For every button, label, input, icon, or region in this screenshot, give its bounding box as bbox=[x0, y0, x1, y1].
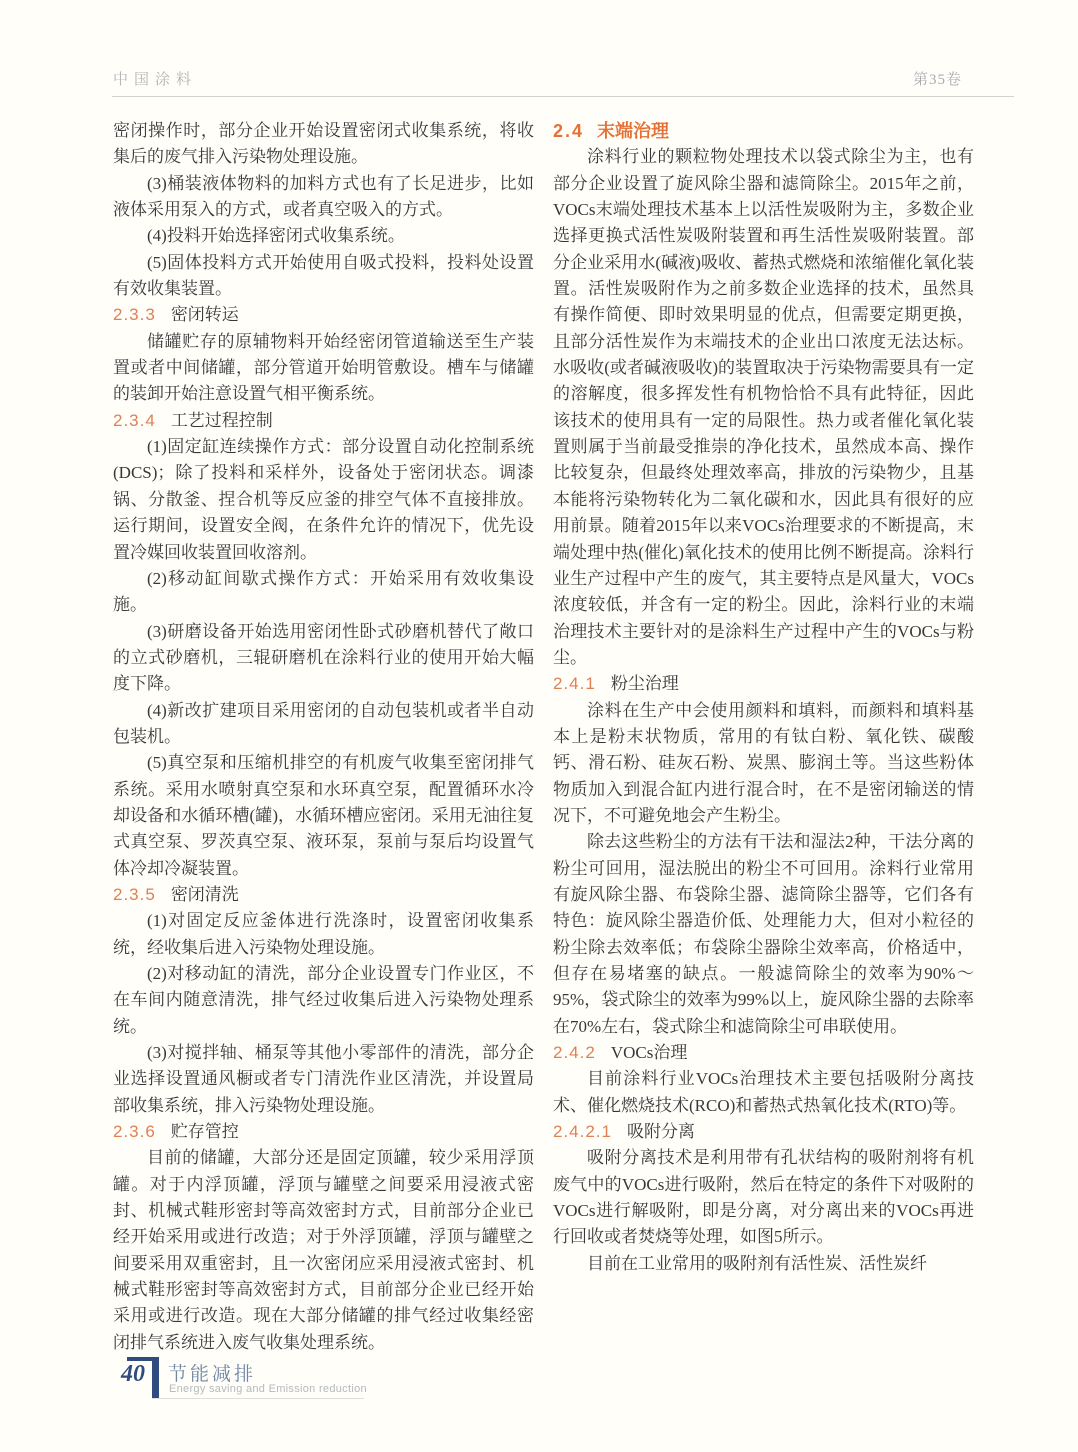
journal-name: 中国涂料 bbox=[113, 72, 198, 88]
paragraph: (1)对固定反应釜体进行洗涤时，设置密闭收集系统，经收集后进入污染物处理设施。 bbox=[113, 911, 534, 957]
section-number: 2.3.4 bbox=[113, 410, 156, 430]
paragraph: 储罐贮存的原辅物料开始经密闭管道输送至生产装置或者中间储罐，部分管道开始明管敷设。槽车与储罐的装卸开始注意设置气相平衡系统。 bbox=[113, 331, 534, 404]
section-number: 2.4 bbox=[553, 121, 585, 141]
paragraph: 吸附分离技术是利用带有孔状结构的吸附剂将有机废气中的VOCs进行吸附，然后在特定的条件下对吸附的VOCs进行解吸附，即是分离，对分离出来的VOCs再进行回收或者焚烧等处理，如图5所示。 bbox=[553, 1148, 974, 1247]
paragraph: (4)投料开始选择密闭式收集系统。 bbox=[147, 226, 405, 246]
left-column bbox=[113, 118, 534, 1356]
section-number: 2.3.5 bbox=[113, 884, 156, 904]
paragraph: (3)对搅拌轴、桶泵等其他小零部件的清洗，部分企业选择设置通风橱或者专门清洗作业区清洗，并设置局部收集系统，排入污染物处理设施。 bbox=[113, 1043, 534, 1115]
paragraph: (2)对移动缸的清洗，部分企业设置专门作业区，不在车间内随意清洗，排气经过收集后进入污染物处理系统。 bbox=[113, 964, 534, 1036]
paragraph: (1)固定缸连续操作方式：部分设置自动化控制系统(DCS)；除了投料和采样外，设备处于密闭状态。调漆锅、分散釜、捏合机等反应釜的排空气体不直接排放。运行期间，设置安全阀，在条件允许的情况下，优先设置冷媒回收装置回收溶剂。 bbox=[113, 437, 534, 562]
section-title: 工艺过程控制 bbox=[170, 410, 273, 430]
paragraph: 涂料在生产中会使用颜料和填料，而颜料和填料基本上是粉末状物质，常用的有钛白粉、氧化铁、碳酸钙、滑石粉、硅灰石粉、炭黑、膨润土等。当这些粉体物质加入到混合缸内进行混合时，在不是密闭输送的情况下，不可避免地会产生粉尘。 bbox=[553, 700, 974, 825]
section-heading-2-3-6 bbox=[113, 1119, 534, 1145]
footer-bracket-horizontal bbox=[127, 1357, 159, 1361]
paragraph: 密闭操作时，部分企业开始设置密闭式收集系统，将收集后的废气排入污染物处理设施。 bbox=[113, 121, 534, 167]
section-heading-2-4 bbox=[553, 118, 974, 144]
footer-bracket-vertical bbox=[152, 1357, 159, 1398]
section-heading-2-4-2 bbox=[553, 1040, 974, 1066]
section-title: 粉尘治理 bbox=[610, 674, 679, 694]
paragraph: (3)桶装液体物料的加料方式也有了长足进步，比如液体采用泵入的方式，或者真空吸入的方式。 bbox=[113, 173, 534, 220]
paragraph: (5)真空泵和压缩机排空的有机废气收集至密闭排气系统。采用水喷射真空泵和水环真空泵，配置循环水冷却设备和水循环槽(罐)，水循环槽应密闭。采用无油往复式真空泵、罗茨真空泵、液环泵，泵前与泵后均设置气体冷却冷凝装置。 bbox=[113, 753, 534, 878]
section-heading-2-3-4 bbox=[113, 408, 534, 434]
paragraph: 目前的储罐，大部分还是固定顶罐，较少采用浮顶罐。对于内浮顶罐，浮顶与罐壁之间要采用浸液式密封、机械式鞋形密封等高效密封方式，目前部分企业已经开始采用或进行改造；对于外浮顶罐，浮顶与罐壁之间要采用双重密封，且一次密闭应采用浸液式密封、机械式鞋形密封等高效密封方式，目前部分企业已经开始采用或进行改造。现在大部分储罐的排气经过收集经密闭排气系统进入废气收集处理系统。 bbox=[113, 1148, 534, 1352]
section-number: 2.4.1 bbox=[553, 674, 596, 694]
section-title: 吸附分离 bbox=[627, 1122, 695, 1142]
paragraph: (3)研磨设备开始选用密闭性卧式砂磨机替代了敞口的立式砂磨机，三辊研磨机在涂料行业的使用开始大幅度下降。 bbox=[113, 621, 534, 694]
section-heading-2-4-2-1 bbox=[553, 1119, 974, 1145]
paragraph: 目前在工业常用的吸附剂有活性炭、活性炭纤 bbox=[587, 1253, 927, 1273]
section-title: 密闭清洗 bbox=[170, 884, 239, 904]
paragraph: (5)固体投料方式开始使用自吸式投料，投料处设置有效收集装置。 bbox=[113, 252, 534, 299]
page-footer bbox=[113, 1356, 533, 1406]
paragraph: (2)移动缸间歇式操作方式：开始采用有效收集设施。 bbox=[113, 568, 534, 615]
section-title: 贮存管控 bbox=[170, 1122, 239, 1142]
paragraph: 除去这些粉尘的方法有干法和湿法2种，干法分离的粉尘可回用，湿法脱出的粉尘不可回用。涂料行业常用有旋风除尘器、布袋除尘器、滤筒除尘器等，它们各有特色：旋风除尘器造价低、处理能力大，但对小粒径的粉尘除去效率低；布袋除尘器除尘效率高，价格适中，但存在易堵塞的缺点。一般滤筒除尘的效率为90%～95%，袋式除尘的效率为99%以上，旋风除尘器的去除率在70%左右，袋式除尘和滤筒除尘可串联使用。 bbox=[553, 832, 974, 1036]
section-number: 2.3.3 bbox=[113, 305, 156, 325]
section-number: 2.3.6 bbox=[113, 1122, 156, 1142]
volume-label: 第35卷 bbox=[912, 72, 962, 88]
section-heading-2-3-3 bbox=[113, 302, 534, 328]
paragraph: 目前涂料行业VOCs治理技术主要包括吸附分离技术、催化燃烧技术(RCO)和蓄热式热氧化技术(RTO)等。 bbox=[553, 1069, 974, 1115]
footer-section-label: 节能减排 bbox=[168, 1364, 257, 1385]
section-title: 末端治理 bbox=[597, 121, 670, 141]
section-number: 2.4.2.1 bbox=[553, 1122, 612, 1142]
section-heading-2-4-1 bbox=[553, 671, 974, 697]
section-title: 密闭转运 bbox=[170, 305, 239, 325]
section-title: VOCs治理 bbox=[610, 1043, 688, 1063]
section-heading-2-3-5 bbox=[113, 882, 534, 908]
header-rule bbox=[112, 96, 1014, 97]
running-header bbox=[113, 68, 962, 89]
footer-underline bbox=[152, 1398, 364, 1399]
paragraph: (4)新改扩建项目采用密闭的自动包装机或者半自动包装机。 bbox=[113, 700, 534, 746]
footer-section-label-en: Energy saving and Emission reduction bbox=[169, 1383, 367, 1395]
right-column bbox=[553, 118, 974, 1277]
page-number: 40 bbox=[121, 1361, 145, 1387]
paragraph: 涂料行业的颗粒物处理技术以袋式除尘为主，也有部分企业设置了旋风除尘器和滤筒除尘。2015年之前，VOCs末端处理技术基本上以活性炭吸附为主，多数企业选择更换式活性炭吸附装置和再生活性炭吸附装置。部分企业采用水(碱液)吸收、蓄热式燃烧和浓缩催化氧化装置。活性炭吸附作为之前多数企业选择的技术，虽然具有操作简便、即时效果明显的优点，但需要定期更换，且部分活性炭作为末端技术的企业出口浓度无法达标。水吸收(或者碱液吸收)的装置取决于污染物需要具有一定的溶解度，很多挥发性有机物恰恰不具有此特征，因此该技术的使用具有一定的局限性。热力或者催化氧化装置则属于当前最受推崇的净化技术，虽然成本高、操作比较复杂，但最终处理效率高，排放的污染物少，且基本能将污染物转化为二氧化碳和水，因此具有很好的应用前景。随着2015年以来VOCs治理要求的不断提高，末端处理中热(催化)氧化技术的使用比例不断提高。涂料行业生产过程中产生的废气，其主要特点是风量大，VOCs浓度较低，并含有一定的粉尘。因此，涂料行业的末端治理技术主要针对的是涂料生产过程中产生的VOCs与粉尘。 bbox=[553, 147, 974, 667]
section-number: 2.4.2 bbox=[553, 1043, 596, 1063]
